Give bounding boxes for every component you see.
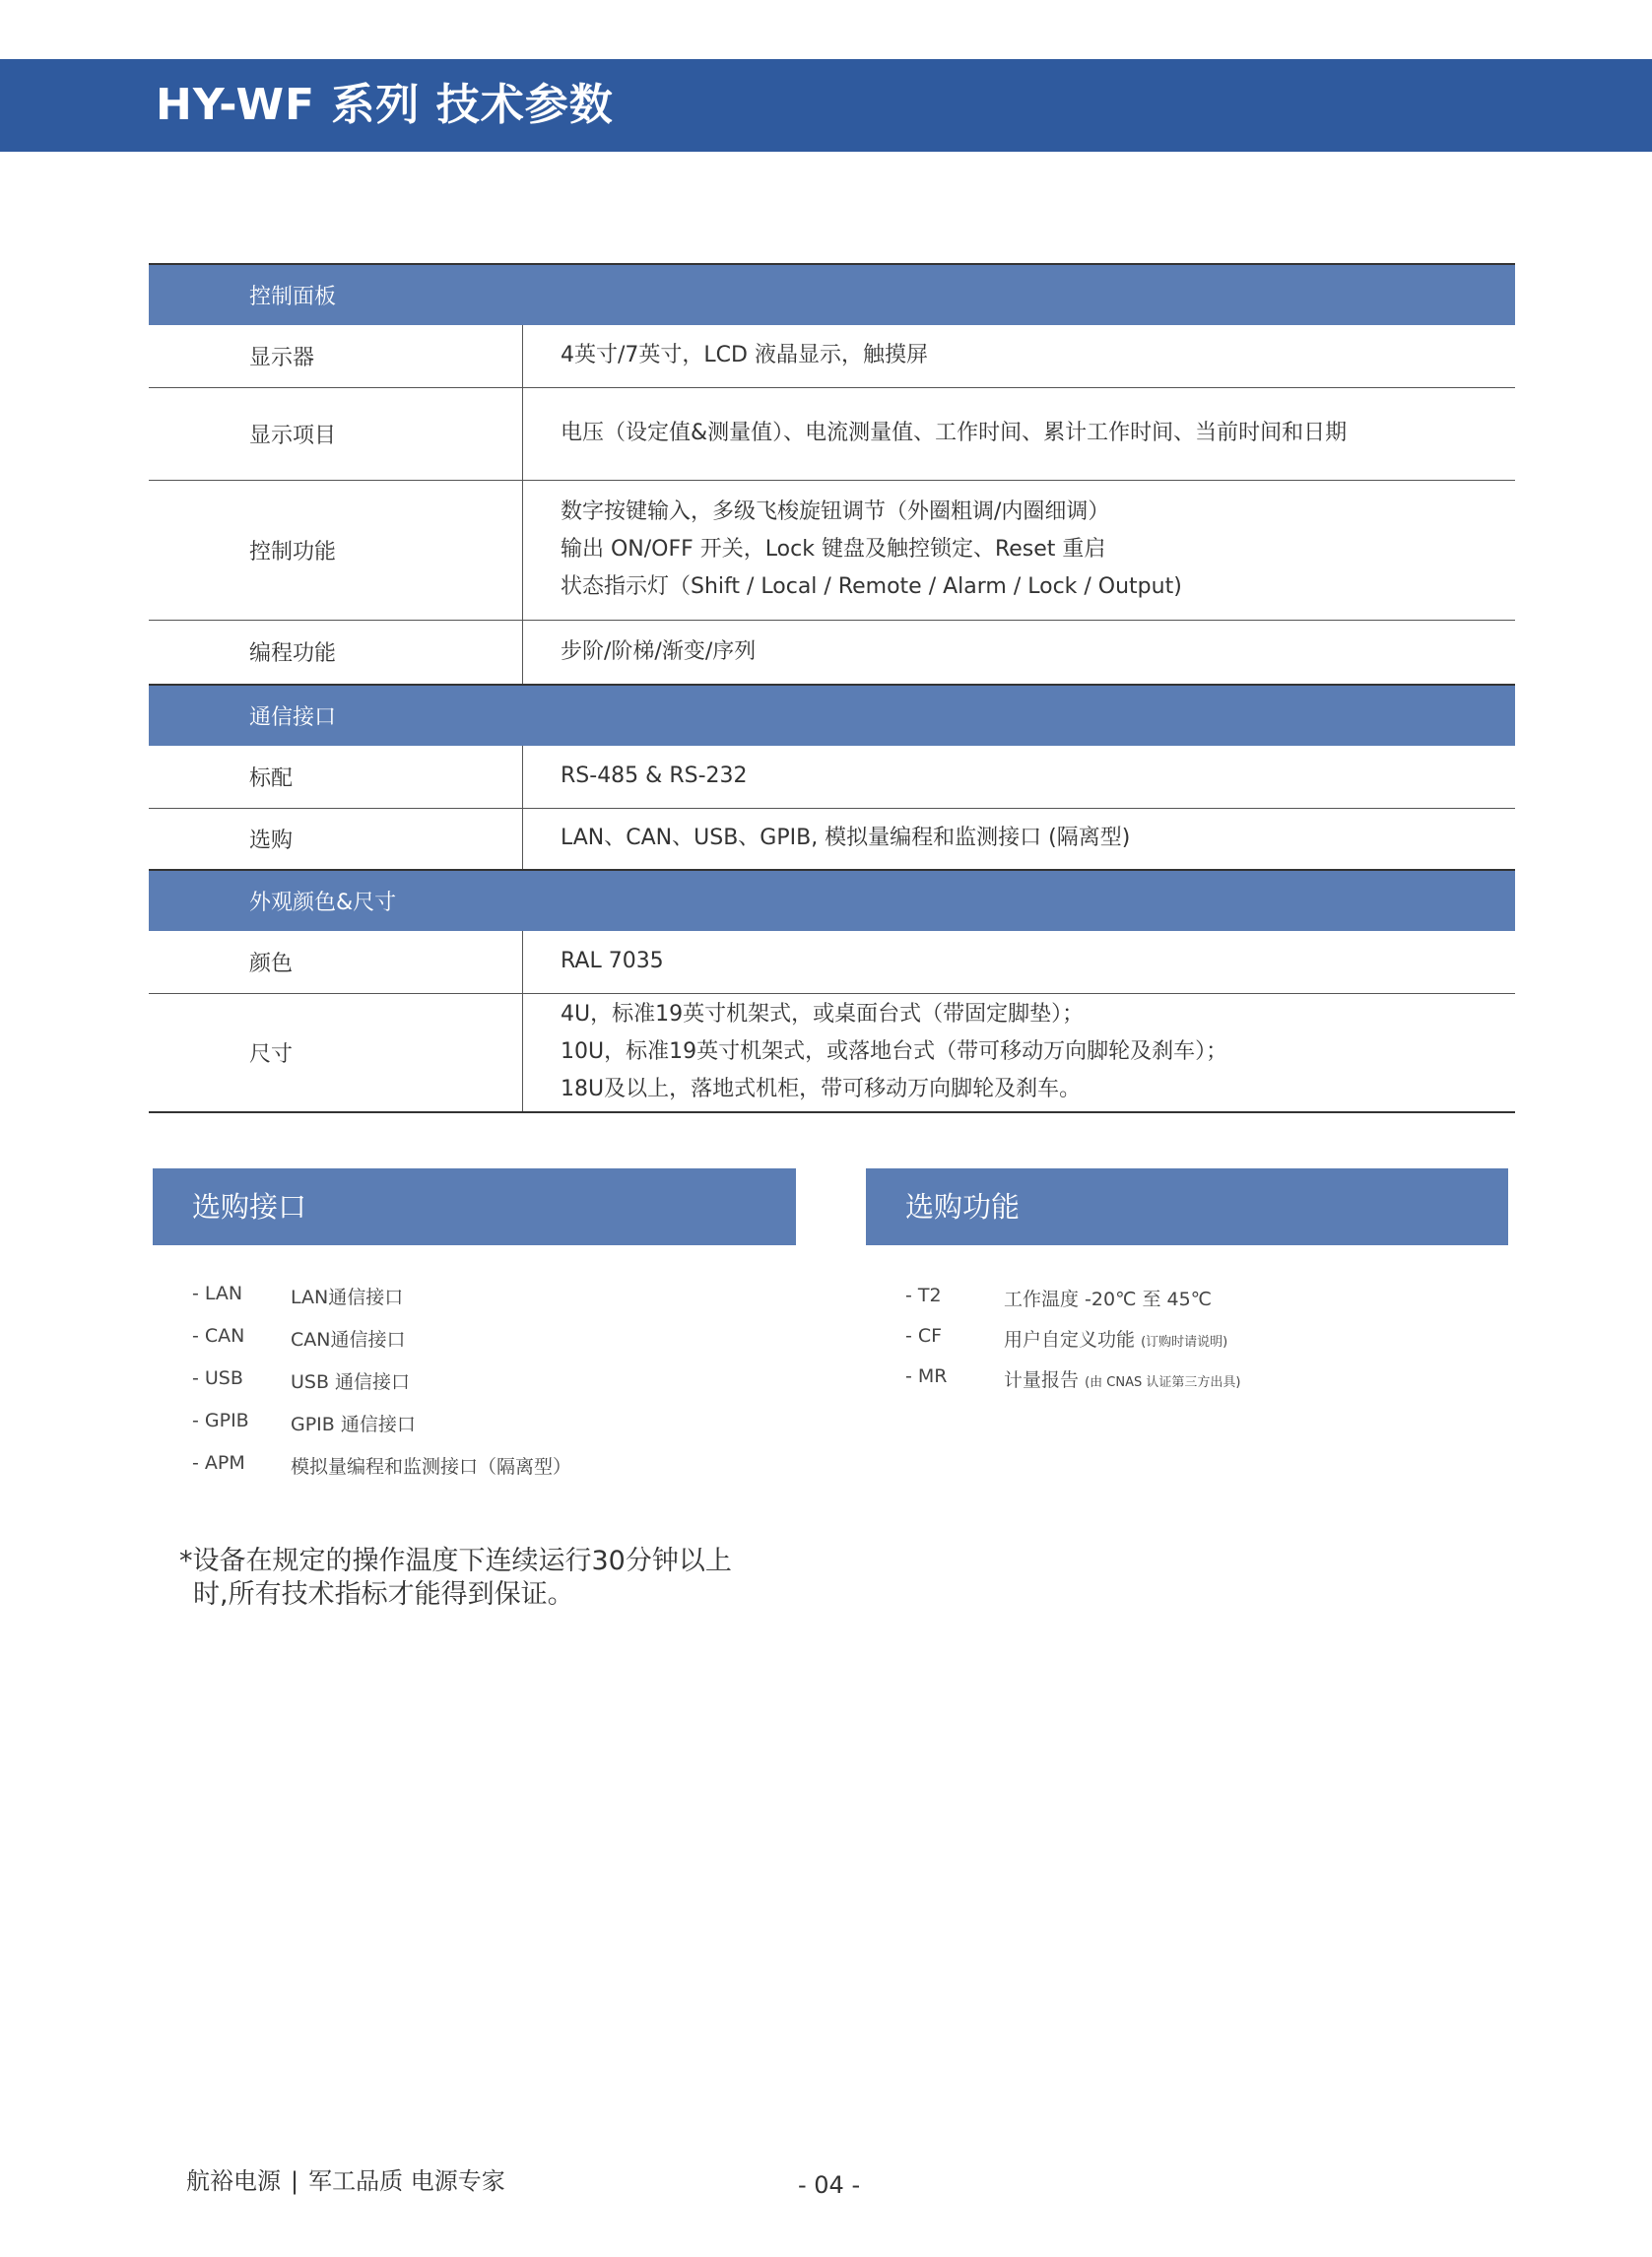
list-item: [192, 1410, 744, 1452]
table-row: [149, 931, 1515, 993]
value-line: 4英寸/7英寸，LCD 液晶显示，触摸屏: [561, 343, 928, 368]
options-function-title: 选购功能: [905, 1190, 1021, 1224]
value-line: RS-485 & RS-232: [561, 763, 748, 789]
value-line: 4U，标准19英寸机架式，或桌面台式（带固定脚垫）；: [561, 1002, 1085, 1028]
option-code: - CF: [905, 1325, 943, 1347]
spec-table: [149, 263, 1515, 1113]
footnote-line: 时,所有技术指标才能得到保证。: [193, 1579, 574, 1610]
option-desc: [1004, 1285, 1212, 1311]
table-row: [149, 808, 1515, 870]
section-header-appearance: [149, 870, 1515, 931]
list-item: [192, 1452, 744, 1494]
option-code: - T2: [905, 1285, 942, 1306]
value-line: 输出 ON/OFF 开关，Lock 键盘及触控锁定、Reset 重启: [561, 537, 1106, 562]
option-desc: GPIB 通信接口: [291, 1414, 416, 1435]
page-title: HY-WF 系列 技术参数: [156, 80, 614, 130]
row-label: 显示项目: [149, 387, 523, 480]
value-line: 状态指示灯（Shift / Local / Remote / Alarm / Lock / Output): [561, 574, 1182, 599]
option-code: - GPIB: [192, 1410, 249, 1431]
section-header-control-panel: [149, 264, 1515, 325]
row-label: 编程功能: [149, 620, 523, 685]
value-line: LAN、CAN、USB、GPIB, 模拟量编程和监测接口 (隔离型): [561, 826, 1131, 851]
value-line: 电压（设定值&测量值）、电流测量值、工作时间、累计工作时间、当前时间和日期: [561, 421, 1348, 445]
option-code: - USB: [192, 1367, 243, 1389]
row-value: [523, 325, 1516, 387]
table-row: [149, 746, 1515, 808]
option-note: (订购时请说明): [1141, 1335, 1228, 1350]
option-desc: [1004, 1325, 1227, 1352]
option-code: - APM: [192, 1452, 245, 1474]
value-line: 10U，标准19英寸机架式，或落地台式（带可移动万向脚轮及刹车）；: [561, 1039, 1228, 1065]
option-desc-text: 工作温度 -20℃ 至 45℃: [1004, 1289, 1213, 1310]
footer-brand: 航裕电源: [186, 2167, 281, 2195]
footer-separator: |: [291, 2167, 299, 2195]
list-item: [905, 1365, 1496, 1406]
table-row: [149, 993, 1515, 1112]
option-code: - LAN: [192, 1283, 243, 1304]
options-interface-header: [153, 1168, 796, 1245]
option-desc-text: 计量报告: [1004, 1369, 1080, 1391]
option-desc-text: 用户自定义功能: [1004, 1329, 1136, 1351]
table-row: [149, 620, 1515, 685]
section-title: 控制面板: [149, 264, 1515, 325]
row-label: 尺寸: [149, 993, 523, 1112]
row-value: [523, 620, 1516, 685]
value-line: RAL 7035: [561, 949, 664, 974]
row-value: [523, 746, 1516, 808]
list-item: [192, 1367, 744, 1410]
options-function-header: [866, 1168, 1508, 1245]
row-value: [523, 480, 1516, 620]
row-value: [523, 808, 1516, 870]
option-note: (由 CNAS 认证第三方出具): [1085, 1375, 1241, 1390]
option-code: - MR: [905, 1365, 948, 1387]
page-number: - 04 -: [798, 2171, 861, 2199]
option-desc: CAN通信接口: [291, 1329, 406, 1351]
options-interface-title: 选购接口: [192, 1190, 307, 1224]
footnote-line: *设备在规定的操作温度下连续运行30分钟以上: [179, 1546, 732, 1576]
footer-slogan: 军工品质 电源专家: [308, 2167, 505, 2195]
footnote: [179, 1545, 732, 1612]
table-row: [149, 387, 1515, 480]
section-header-comm-interface: [149, 685, 1515, 746]
row-value: [523, 993, 1516, 1112]
value-line: 步阶/阶梯/渐变/序列: [561, 638, 757, 664]
value-line: 18U及以上，落地式机柜，带可移动万向脚轮及刹车。: [561, 1077, 1082, 1102]
list-item: [905, 1285, 1496, 1325]
option-desc: USB 通信接口: [291, 1371, 411, 1393]
header-banner: [0, 59, 1652, 152]
table-row: [149, 480, 1515, 620]
row-label: 标配: [149, 746, 523, 808]
row-label: 显示器: [149, 325, 523, 387]
row-label: 控制功能: [149, 480, 523, 620]
list-item: [905, 1325, 1496, 1365]
row-value: [523, 387, 1516, 480]
row-label: 颜色: [149, 931, 523, 993]
option-code: - CAN: [192, 1325, 245, 1347]
options-interface-list: [192, 1283, 744, 1494]
section-title: 外观颜色&尺寸: [149, 870, 1515, 931]
list-item: [192, 1283, 744, 1325]
row-label: 选购: [149, 808, 523, 870]
option-desc: LAN通信接口: [291, 1287, 404, 1308]
value-line: 数字按键输入，多级飞梭旋钮调节（外圈粗调/内圈细调）: [561, 499, 1110, 524]
option-desc: [1004, 1365, 1240, 1392]
list-item: [192, 1325, 744, 1367]
option-desc: 模拟量编程和监测接口（隔离型）: [291, 1456, 572, 1478]
footer-brand-slogan: [186, 2161, 505, 2196]
row-value: [523, 931, 1516, 993]
table-row: [149, 325, 1515, 387]
options-function-list: [905, 1285, 1496, 1406]
section-title: 通信接口: [149, 685, 1515, 746]
